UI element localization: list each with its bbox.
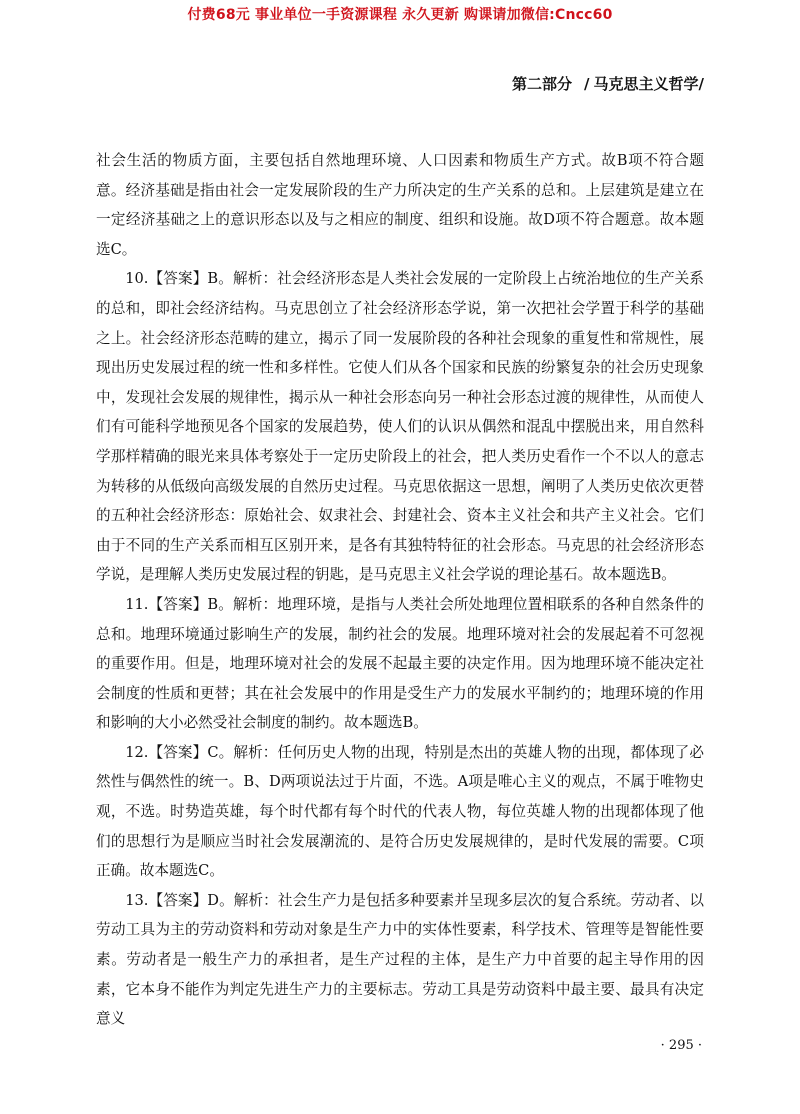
page-body (96, 146, 704, 1034)
answer-12-paragraph: 12.【答案】C。解析：任何历史人物的出现，特别是杰出的英雄人物的出现，都体现了必然性与偶然性的统一。B、D两项说法过于片面，不选。A项是唯心主义的观点，不属于唯物史观，不选。时势造英雄，每个时代都有每个时代的代表人物，每位英雄人物的出现都体现了他们的思想行为是顺应当时社会发展潮流的、是符合历史发展规律的，是时代发展的需要。C项正确。故本题选C。 (96, 743, 704, 880)
answer-13-paragraph: 13.【答案】D。解析：社会生产力是包括多种要素并呈现多层次的复合系统。劳动者、以劳动工具为主的劳动资料和劳动对象是生产力中的实体性要素，科学技术、管理等是智能性要素。劳动者是一般生产力的承担者，是生产过程的主体，是生产力中首要的起主导作用的因素，它本身不能作为判定先进生产力的主要标志。劳动工具是劳动资料中最主要、最具有决定意义 (96, 891, 704, 1028)
header-part: 第二部分 (512, 75, 573, 93)
header-trailing-separator: / (698, 75, 704, 93)
running-header (512, 73, 704, 94)
watermark-banner: 付费68元 事业单位一手资源课程 永久更新 购课请加微信:Cncc60 (187, 7, 613, 23)
header-title: 马克思主义哲学 (593, 75, 699, 93)
paragraph-continuation: 社会生活的物质方面，主要包括自然地理环境、人口因素和物质生产方式。故B项不符合题意。经济基础是指由社会一定发展阶段的生产力所决定的生产关系的总和。上层建筑是建立在一定经济基础之上的意识形态以及与之相应的制度、组织和设施。故D项不符合题意。故本题选C。 (96, 152, 704, 258)
answer-11-paragraph: 11.【答案】B。解析：地理环境，是指与人类社会所处地理位置相联系的各种自然条件的总和。地理环境通过影响生产的发展，制约社会的发展。地理环境对社会的发展起着不可忽视的重要作用。但是，地理环境对社会的发展不起最主要的决定作用。因为地理环境不能决定社会制度的性质和更替；其在社会发展中的作用是受生产力的发展水平制约的；地理环境的作用和影响的大小必然受社会制度的制约。故本题选B。 (96, 595, 704, 732)
page-number: · 295 · (660, 1038, 702, 1053)
answer-10-paragraph: 10.【答案】B。解析：社会经济形态是人类社会发展的一定阶段上占统治地位的生产关系的总和，即社会经济结构。马克思创立了社会经济形态学说，第一次把社会学置于科学的基础之上。社会经济形态范畴的建立，揭示了同一发展阶段的各种社会现象的重复性和常规性，展现出历史发展过程的统一性和多样性。它使人们从各个国家和民族的纷繁复杂的社会历史现象中，发现社会发展的规律性，揭示从一种社会形态向另一种社会形态过渡的规律性，从而使人们有可能科学地预见各个国家的发展趋势，使人们的认识从偶然和混乱中摆脱出来，用自然科学那样精确的眼光来具体考察处于一定历史阶段上的社会，把人类历史看作一个不以人的意志为转移的从低级向高级发展的自然历史过程。马克思依据这一思想，阐明了人类历史依次更替的五种社会经济形态：原始社会、奴隶社会、封建社会、资本主义社会和共产主义社会。它们由于不同的生产关系而相互区别开来，是各有其独特特征的社会形态。马克思的社会经济形态学说，是理解人类历史发展过程的钥匙，是马克思主义社会学说的理论基石。故本题选B。 (96, 270, 704, 584)
header-separator: / (584, 75, 590, 93)
